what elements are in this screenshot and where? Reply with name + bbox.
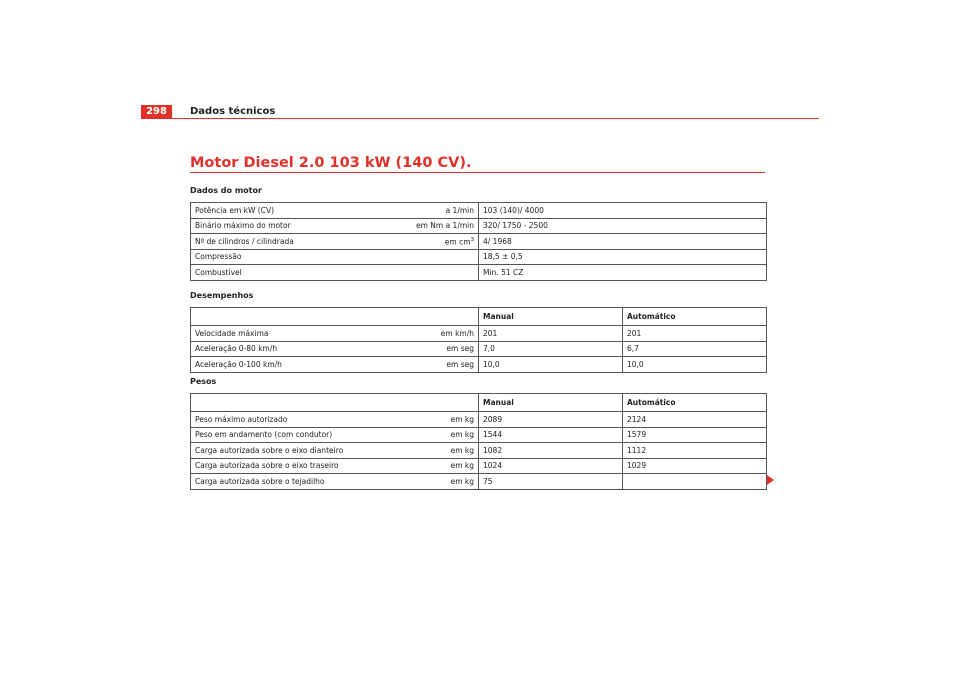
row-label: Carga autorizada sobre o eixo dianteiro	[191, 443, 361, 459]
row-auto: 6,7	[623, 341, 767, 357]
table-row	[191, 203, 767, 219]
row-auto: 1029	[623, 458, 767, 474]
row-auto: 1579	[623, 427, 767, 443]
row-value: Min. 51 CZ	[479, 265, 767, 281]
arrow-right-icon[interactable]	[767, 475, 774, 485]
row-auto: 1112	[623, 443, 767, 459]
col-auto: Automático	[623, 308, 767, 326]
unit-superscript: 3	[470, 236, 474, 243]
row-auto: 10,0	[623, 357, 767, 373]
row-auto: 2124	[623, 412, 767, 428]
col-auto: Automático	[623, 394, 767, 412]
row-manual: 1024	[479, 458, 623, 474]
col-manual: Manual	[479, 308, 623, 326]
row-unit: em km/h	[361, 326, 479, 342]
row-value: 103 (140)/ 4000	[479, 203, 767, 219]
row-unit	[361, 234, 479, 250]
weights-table	[190, 393, 767, 490]
engine-table	[190, 202, 767, 281]
row-label: Velocidade máxima	[191, 326, 361, 342]
row-label: Potência em kW (CV)	[191, 203, 361, 219]
table-row	[191, 234, 767, 250]
row-unit	[361, 265, 479, 281]
row-label: Peso máximo autorizado	[191, 412, 361, 428]
col-manual: Manual	[479, 394, 623, 412]
table-row	[191, 341, 767, 357]
row-label: Combustível	[191, 265, 361, 281]
row-label: Nº de cilindros / cilindrada	[191, 234, 361, 250]
table-row	[191, 357, 767, 373]
row-auto	[623, 474, 767, 490]
row-unit: em seg	[361, 357, 479, 373]
table-row	[191, 427, 767, 443]
table-header-row	[191, 308, 767, 326]
row-value: 4/ 1968	[479, 234, 767, 250]
row-manual: 10,0	[479, 357, 623, 373]
row-unit: em kg	[361, 412, 479, 428]
table-row	[191, 458, 767, 474]
row-unit: em kg	[361, 443, 479, 459]
row-label: Carga autorizada sobre o tejadilho	[191, 474, 361, 490]
row-auto: 201	[623, 326, 767, 342]
row-label: Aceleração 0-80 km/h	[191, 341, 361, 357]
row-label: Binário máximo do motor	[191, 218, 361, 234]
row-label: Compressão	[191, 249, 361, 265]
performance-heading: Desempenhos	[190, 291, 254, 300]
table-row	[191, 249, 767, 265]
table-row	[191, 218, 767, 234]
row-unit: a 1/min	[361, 203, 479, 219]
row-unit	[361, 249, 479, 265]
row-label: Peso em andamento (com condutor)	[191, 427, 361, 443]
row-manual: 2089	[479, 412, 623, 428]
table-row	[191, 474, 767, 490]
row-label: Aceleração 0-100 km/h	[191, 357, 361, 373]
header-blank	[191, 308, 479, 326]
table-row	[191, 265, 767, 281]
performance-table	[190, 307, 767, 373]
page-number: 298	[141, 105, 172, 119]
row-unit: em kg	[361, 458, 479, 474]
section-title: Motor Diesel 2.0 103 kW (140 CV).	[190, 155, 472, 171]
running-title: Dados técnicos	[190, 106, 276, 117]
title-rule	[190, 172, 765, 173]
row-unit: em kg	[361, 474, 479, 490]
row-manual: 1544	[479, 427, 623, 443]
row-unit: em seg	[361, 341, 479, 357]
row-unit: em Nm a 1/min	[361, 218, 479, 234]
header-rule	[141, 118, 819, 119]
row-value: 320/ 1750 - 2500	[479, 218, 767, 234]
row-manual: 1082	[479, 443, 623, 459]
table-row	[191, 412, 767, 428]
table-row	[191, 443, 767, 459]
weights-heading: Pesos	[190, 377, 217, 386]
table-row	[191, 326, 767, 342]
row-manual: 75	[479, 474, 623, 490]
row-value: 18,5 ± 0,5	[479, 249, 767, 265]
row-manual: 201	[479, 326, 623, 342]
unit-text: em cm	[444, 237, 471, 246]
engine-heading: Dados do motor	[190, 186, 262, 195]
row-label: Carga autorizada sobre o eixo traseiro	[191, 458, 361, 474]
row-manual: 7,0	[479, 341, 623, 357]
header-blank	[191, 394, 479, 412]
row-unit: em kg	[361, 427, 479, 443]
table-header-row	[191, 394, 767, 412]
